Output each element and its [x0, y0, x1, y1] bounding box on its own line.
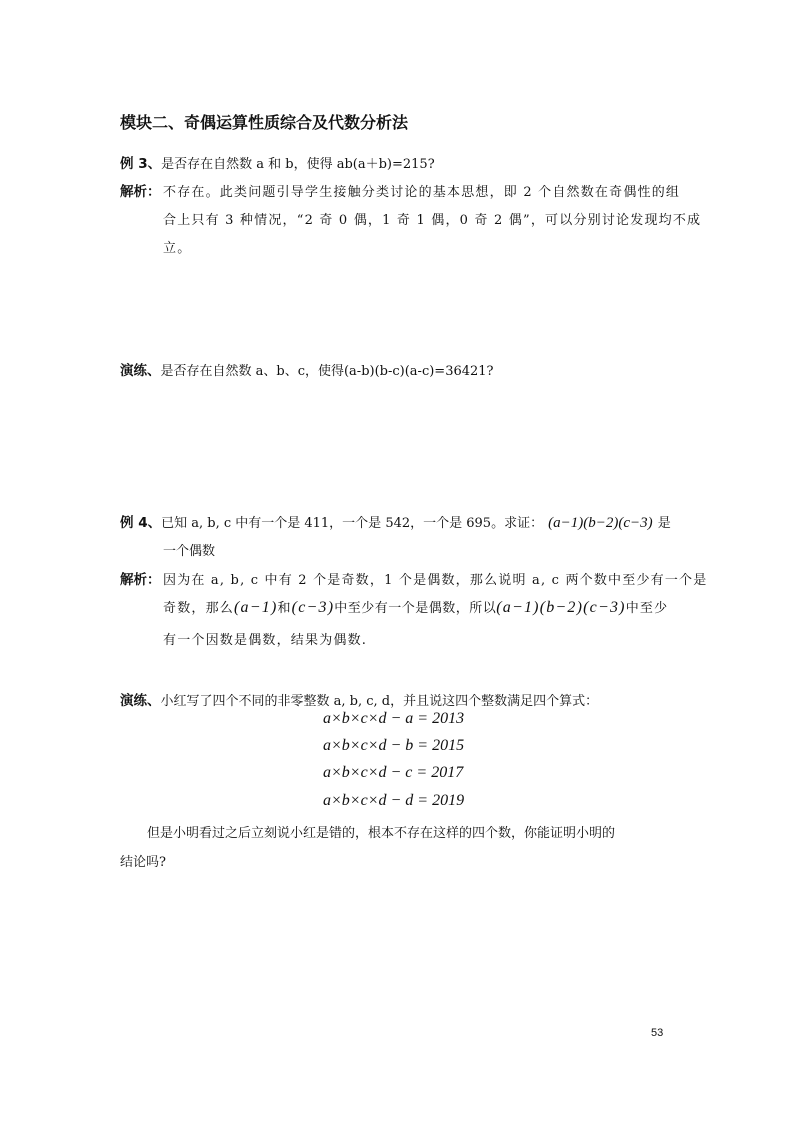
example-4-solution-line-3: 有一个因数是偶数，结果为偶数.	[163, 633, 368, 648]
example-3-question-line	[120, 152, 435, 172]
solution-formula: (c−3)	[291, 599, 335, 616]
example-3-question: 是否存在自然数 a 和 b，使得 ab(a＋b)=215?	[161, 157, 435, 172]
example-4-formula: (a−1)(b−2)(c−3)	[548, 515, 653, 531]
equation: a×b×c×d − d = 2019	[323, 792, 465, 809]
example-3-solution-line: 合上只有 3 种情况，“2 奇 0 偶，1 奇 1 偶，0 奇 2 偶”，可以分别讨论发现均不成	[163, 213, 702, 228]
equation: a×b×c×d − b = 2015	[323, 737, 465, 754]
example-4-question-suffix: 是	[657, 516, 671, 531]
equation: a×b×c×d − c = 2017	[323, 764, 464, 781]
example-3-solution-label: 解析：	[120, 184, 161, 200]
page-number: 53	[651, 1027, 664, 1039]
example-3-solution-line: 立。	[163, 241, 192, 256]
practice-2-closing-line-2: 结论吗?	[120, 855, 166, 870]
practice-1-question: 是否存在自然数 a、b、c，使得(a-b)(b-c)(a-c)=36421?	[160, 364, 494, 379]
example-4-solution-line-2	[163, 597, 668, 617]
example-4-question-line	[120, 511, 671, 532]
solution-formula: (a−1)(b−2)(c−3)	[496, 599, 626, 616]
solution-text: 中至少	[625, 601, 669, 616]
section-title: 模块二、奇偶运算性质综合及代数分析法	[120, 113, 409, 132]
practice-2-intro: 小红写了四个不同的非零整数 a, b, c, d，并且说这四个整数满足四个算式：	[160, 694, 599, 709]
example-3-label: 例 3、	[120, 156, 162, 172]
practice-2-line	[120, 689, 598, 709]
solution-text: 中至少有一个是偶数，所以	[334, 601, 497, 616]
example-4-question: 已知 a, b, c 中有一个是 411，一个是 542，一个是 695。求证：	[161, 516, 544, 531]
practice-2-label: 演练、	[120, 693, 161, 709]
example-3-solution-line: 不存在。此类问题引导学生接触分类讨论的基本思想，即 2 个自然数在奇偶性的组	[163, 185, 681, 200]
example-4-solution-label: 解析：	[120, 572, 161, 588]
equation: a×b×c×d − a = 2013	[323, 710, 465, 727]
example-4-label: 例 4、	[120, 515, 162, 531]
example-4-solution-line-1: 因为在 a, b, c 中有 2 个是奇数，1 个是偶数，那么说明 a, c 两个数中至少有一个是	[163, 573, 708, 588]
example-4-question-line-2: 一个偶数	[163, 544, 216, 559]
solution-text: 奇数，那么	[163, 601, 235, 616]
solution-text: 和	[277, 601, 292, 616]
practice-1-label: 演练、	[120, 363, 161, 379]
solution-formula: (a−1)	[234, 599, 278, 616]
practice-1-line	[120, 359, 494, 379]
practice-2-closing-line-1: 但是小明看过之后立刻说小红是错的，根本不存在这样的四个数，你能证明小明的	[147, 826, 616, 841]
